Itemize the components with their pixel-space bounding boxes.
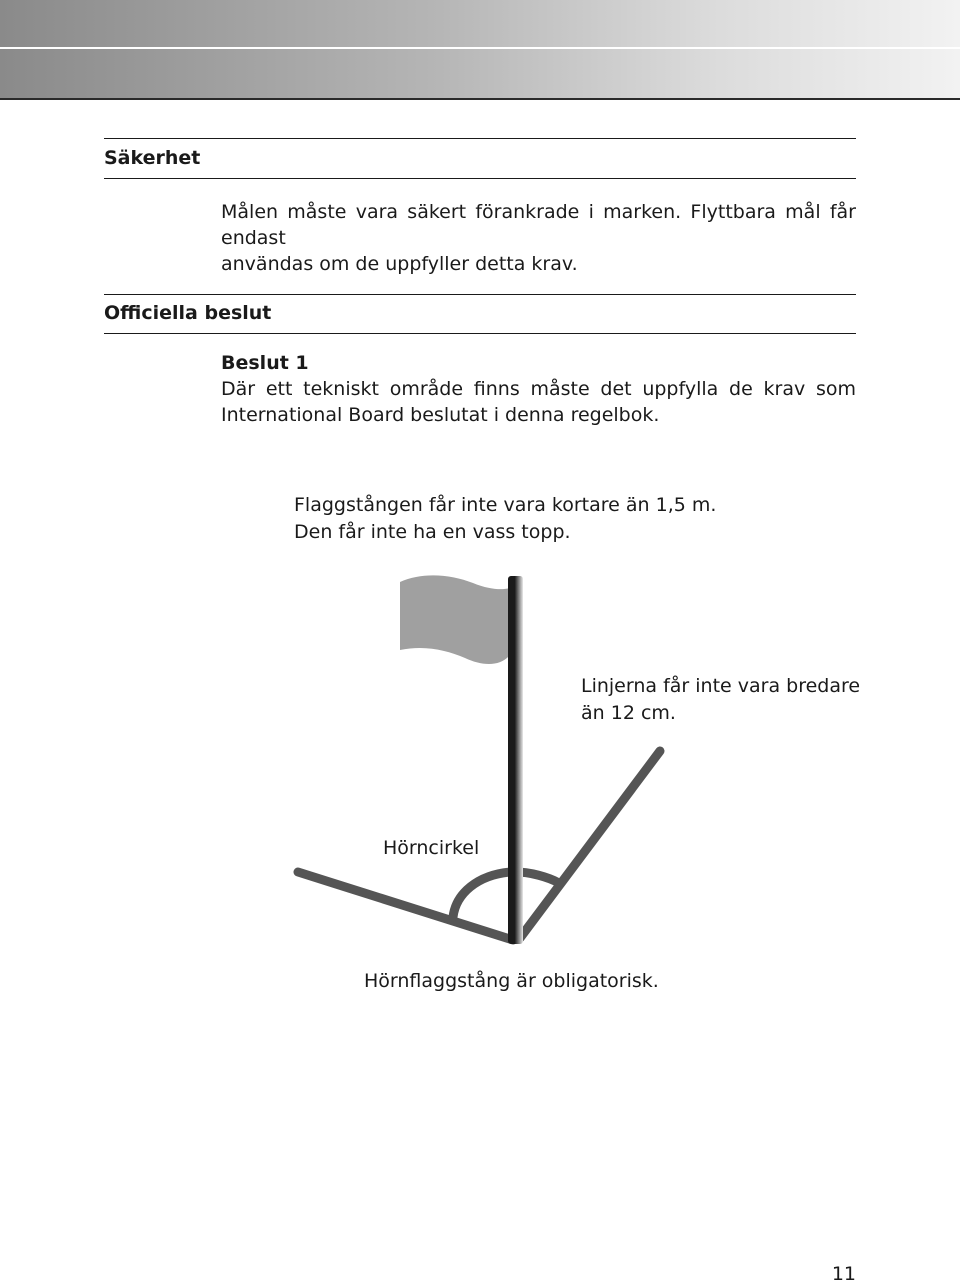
line-width-note-line-2: än 12 cm. (581, 702, 676, 724)
page-number: 11 (831, 1263, 856, 1285)
flag-icon (400, 575, 510, 664)
diagram-caption: Hörnflaggstång är obligatorisk. (364, 970, 659, 992)
decision-line-2: International Board beslutat i denna regelbok. (221, 404, 660, 426)
line-width-note-line-1: Linjerna får inte vara bredare (581, 675, 861, 697)
flagpole (508, 576, 523, 944)
section-title-official-decisions: Officiella beslut (104, 302, 272, 324)
flagpole-note-line-1: Flaggstången får inte vara kortare än 1,5 m. (294, 494, 717, 516)
corner-arc-label: Hörncirkel (383, 837, 480, 859)
safety-line-1: Målen måste vara säkert förankrade i marken. Flyttbara mål får endast (221, 201, 856, 249)
decision-line-1: Där ett tekniskt område finns måste det uppfylla de krav som (221, 378, 856, 400)
safety-line-2: användas om de uppfyller detta krav. (221, 253, 578, 275)
section-title-safety: Säkerhet (104, 147, 201, 169)
decision-title: Beslut 1 (221, 352, 309, 374)
right-boundary-line (520, 751, 660, 938)
flagpole-note-line-2: Den får inte ha en vass topp. (294, 521, 571, 543)
